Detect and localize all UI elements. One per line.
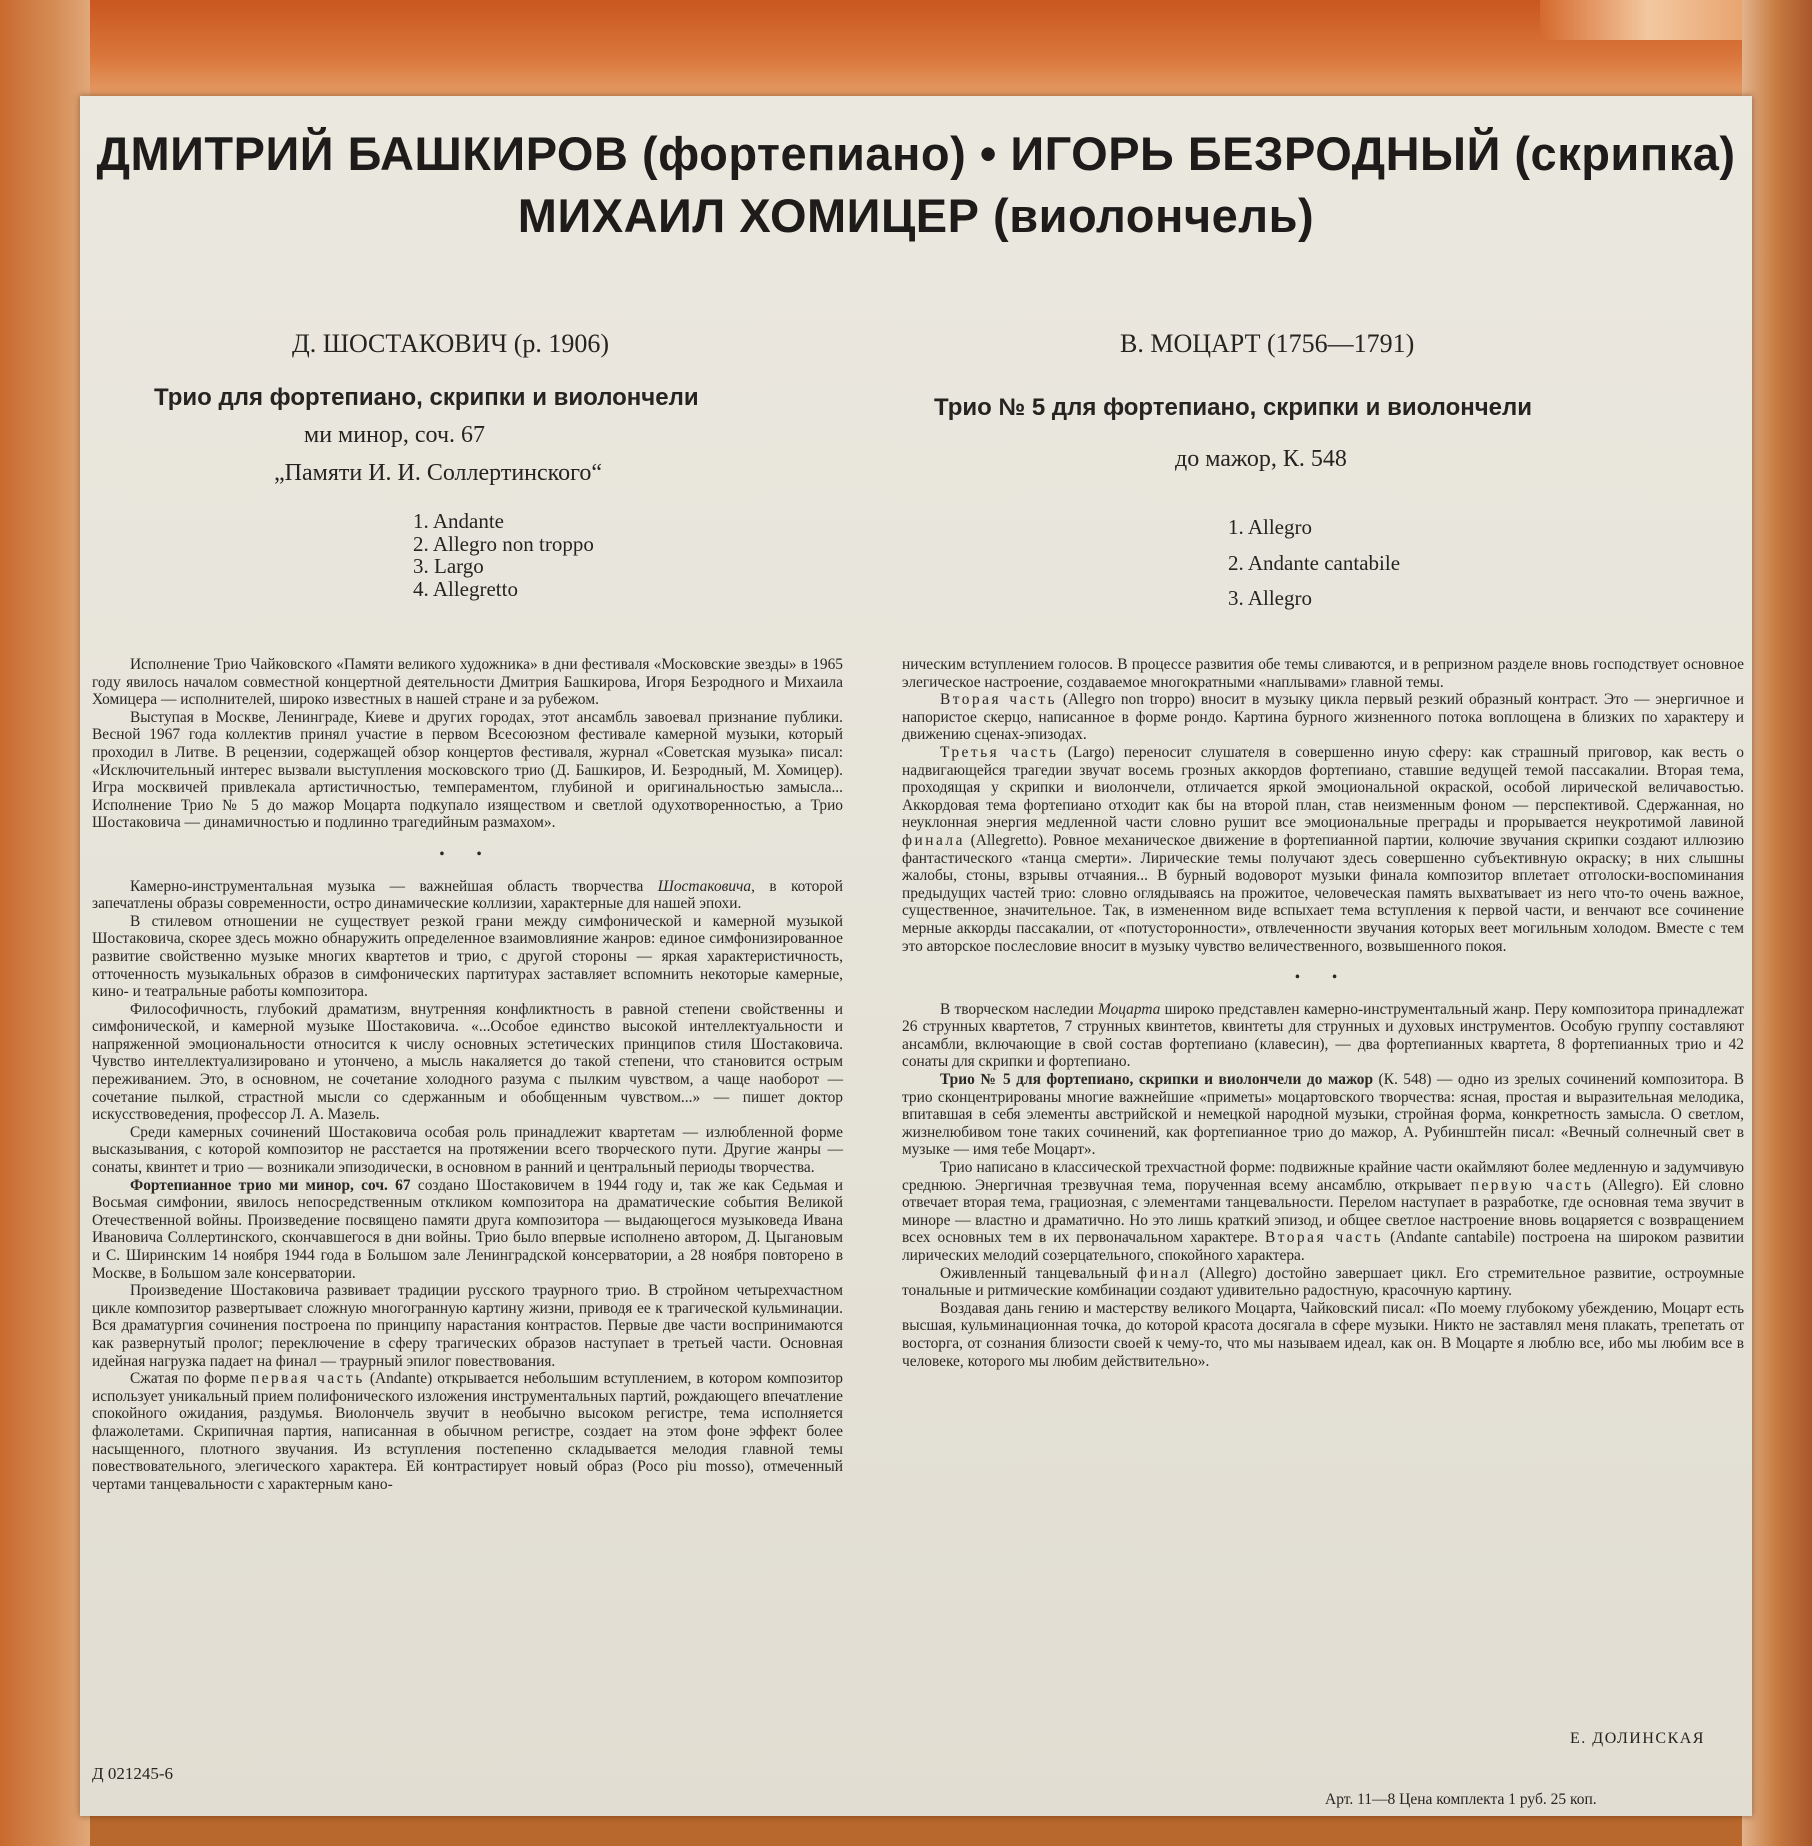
paragraph: Камерно-инструментальная музыка — важнейшая область творчества Шостаковича, в которой запечатлены образы современности, остро динамические коллизии, характерные для нашей эпохи. — [92, 877, 844, 913]
track-item: 2. Allegro non troppo — [413, 531, 594, 556]
paragraph: Выступая в Москве, Ленинграде, Киеве и других городах, этот ансамбль завоевал признание публики. Весной 1967 года коллектив принял участие в первом Всесоюзном фестивале камерной музыки, который проходил в Литве. В рецензии, содержащей обзор концертов фестиваля, журнал «Советская музыка» писал: «Исключительный интерес вызвали выступления московского трио (Д. Башкиров, И. Безродный, М. Хомицер). Игра москвичей привлекала артистичностью, темпераментом, глубиной и оригинальностью замысла... Исполнение Трио № 5 до мажор Моцарта подкупало изяществом и светлой одухотворенностью, а Трио Шостаковича — динамичностью и подлинно трагедийным размахом». — [92, 708, 843, 832]
right-composer: В. МОЦАРТ (1756—1791) — [1120, 329, 1415, 358]
sleeve-left-edge — [0, 0, 90, 1846]
paragraph: Трио № 5 для фортепиано, скрипки и виолончели до мажор (К. 548) — одно из зрелых сочинений композитора. В трио сконцентрированы многие важнейшие «приметы» моцартовского творчества: ясная, простая и выразительная мелодика, впитавшая в себя элементы австрийской и немецкой народной музыки, стройная форма, конкретность замысла. О светлом, жизнелюбивом тоне таких сочинений, как фортепианное трио до мажор, А. Рубинштейн писал: «Вечный солнечный свет в музыке — имя тебе Моцарт». — [902, 1071, 1744, 1159]
left-work-dedication: „Памяти И. И. Соллертинского“ — [274, 460, 603, 486]
track-item: 2. Andante cantabile — [1228, 550, 1401, 575]
paragraph: Произведение Шостаковича развивает традиции русского траурного трио. В стройном четырехчастном цикле композитор развертывает сложную многогранную картину жизни, приводя ее к трагической кульминации. Вся драматургия сочинения построена по принципу нарастания контрастов. Первые две части воспринимаются как развернутый пролог; переключение в сферу трагических образов наступает в третьей части. Основная идейная нагрузка падает на финал — траурный эпилог повествования. — [92, 1282, 843, 1370]
right-work-key: до мажор, К. 548 — [1175, 446, 1347, 472]
sleeve-right-edge — [1742, 0, 1812, 1846]
performers-line-2: МИХАИЛ ХОМИЦЕР (виолончель) — [517, 189, 1315, 242]
back-cover-sheet — [80, 96, 1752, 1816]
section-divider: • • — [439, 845, 496, 863]
left-track-list — [413, 510, 594, 601]
liner-notes-right-column — [902, 656, 1744, 1370]
sleeve-top-edge — [0, 0, 1812, 100]
track-item: 1. Andante — [413, 509, 504, 533]
paragraph: Философичность, глубокий драматизм, внутренняя конфликтность в равной степени свойственны и симфонической, и камерной музыке Шостаковича. «...Особое единство высокой интеллектуальности и напряженной эмоциональности относится к числу основных эстетических принципов стиля Шостаковича. Чувство интеллектуализировано и утончено, а мысль накаляется до такой степени, что становится острым переживанием. Это, в основном, не сочетание холодного разума с пылким чувством, а чаще наоборот — сочетание пылкой, страстной мысли со сдержанным и обобщенным чувством...» — пишет доктор искусствоведения, профессор Л. А. Мазель. — [92, 1000, 843, 1124]
right-work-title: Трио № 5 для фортепиано, скрипки и виолончели — [934, 394, 1533, 421]
left-work-key: ми минор, соч. 67 — [304, 422, 486, 448]
left-work-title: Трио для фортепиано, скрипки и виолончели — [154, 384, 699, 411]
paragraph: В стилевом отношении не существует резкой грани между симфонической и камерной музыкой Шостаковича, скорее здесь можно обнаружить определенное взаимовлияние жанров: единое симфонизированное развитие свойственно музыке многих квартетов и трио, с другой стороны — яркая характеристичность, отточенность музыкальных образов в симфонических партитурах заставляет вспомнить некоторые камерные, кино- и театральные работы композитора. — [92, 912, 843, 1001]
paragraph: Среди камерных сочинений Шостаковича особая роль принадлежит квартетам — излюбленной форме высказывания, с которой композитор не расстается на протяжении всего творческого пути. Другие жанры — сонаты, квинтет и трио — возникали эпизодически, в основном в ранний и центральный периоды творчества. — [92, 1123, 843, 1177]
paragraph: Фортепианное трио ми минор, соч. 67 создано Шостаковичем в 1944 году и, так же как Седьмая и Восьмая симфонии, явилось непосредственным откликом композитора на драматические события Великой Отечественной войны. Произведение посвящено памяти друга композитора — выдающегося музыковеда Ивана Ивановича Соллертинского, скончавшегося в дни войны. Трио было впервые исполнено автором, Д. Цыгановым и С. Ширинским 14 ноября 1944 года в Большом зале Ленинградской консерватории, а 28 ноября повторено в Москве, в Большом зале консерватории. — [92, 1176, 844, 1282]
right-track-list — [1228, 510, 1400, 617]
paragraph: Сжатая по форме первая часть (Andante) открывается небольшим вступлением, в котором композитор использует уникальный прием полифонического изложения инструментальных партий, рождающего впечатление спокойного ожидания, раздумья. Виолончель звучит в необычно высоком регистре, тема исполняется флажолетами. Скрипичная партия, написанная в обычном регистре, создает на этом фоне эффект более насыщенного, плотного звучания. Из вступления постепенно складывается мелодия главной темы повествовательного, элегического характера. Ей контрастирует новый образ (Poco piu mosso), отмеченный чертами танцевальности с характерным кано- — [92, 1370, 843, 1493]
track-item: 3. Allegro — [1228, 586, 1312, 610]
performers-line-1: ДМИТРИЙ БАШКИРОВ (фортепиано) • ИГОРЬ БЕЗРОДНЫЙ (скрипка) — [96, 127, 1736, 180]
paragraph: Третья часть (Largo) переносит слушателя в совершенно иную сферу: как страшный приговор, как весть о надвигающейся трагедии звучат восемь грозных аккордов фортепиано, ставшие ведущей темой пассакалии. Вторая тема, проходящая у скрипки и виолончели, отличается яркой эмоциональной окраской, особой лирической величавостью. Аккордовая тема фортепиано отходит как бы на второй план, став неизменным фоном — перспективой. Сдержанная, но неуклонная энергия медленной части словно рушит все эмоциональные преграды и прорывается неукротимой лавиной финала (Allegretto). Ровное механическое движение в фортепианной партии, колючие звучания скрипки создают иллюзию фантастического «танца смерти». Лирические темы получают здесь совершенно субъективную окраску; в них слышны жалобы, стоны, взрывы отчаяния... В бурный водоворот музыки финала композитор вплетает отголоски-воспоминания предыдущих частей трио: словно оглядываясь на прожитое, человеческая память выхватывает из него что-то очень важное, существенное, значительное. Так, в измененном виде вспыхает тема вступления к первой части, и венчают все сочинение мерные аккорды пассакалии, от «потусторонности», отвлеченности звучания которых веет могильным холодом. Вместе с тем это авторское послесловие вносит в музыку чувство величественного, возвышенного покоя. — [902, 743, 1744, 955]
catalog-number: Д 021245-6 — [92, 1764, 174, 1783]
paragraph: Оживленный танцевальный финал (Allegro) достойно завершает цикл. Его стремительное развитие, остроумные тональные и ритмические комбинации создают удивительно радостную, красочную картину. — [902, 1264, 1744, 1300]
paragraph: ническим вступлением голосов. В процессе развития обе темы сливаются, и в репризном разделе вновь господствует основное элегическое настроение, создаваемое многократными «наплывами» главной темы. — [902, 656, 1744, 691]
paragraph: В творческом наследии Моцарта широко представлен камерно-инструментальный жанр. Перу композитора принадлежат 26 струнных квартетов, 7 струнных квинтетов, квинтеты для струнных и духовых инструментов. Особую группу составляют ансамбли, включающие в свой состав фортепиано (клавесин), — два фортепианных квартета, 8 фортепианных трио и 42 сонаты для скрипки и фортепиано. — [902, 1000, 1744, 1071]
track-item: 4. Allegretto — [413, 577, 518, 602]
price-line: Арт. 11—8 Цена комплекта 1 руб. 25 коп. — [1325, 1791, 1597, 1808]
paragraph: Исполнение Трио Чайковского «Памяти великого художника» в дни фестиваля «Московские звезды» в 1965 году явилось началом совместной концертной деятельности Дмитрия Башкирова, Игоря Безродного и Михаила Хомицера — исполнителей, широко известных в нашей стране и за рубежом. — [92, 656, 843, 709]
paragraph: Воздавая дань гению и мастерству великого Моцарта, Чайковский писал: «По моему глубокому убеждению, Моцарт есть высшая, кульминационная точка, до которой красота досягала в сфере музыки. Никто не заставлял меня плакать, трепетать от восторга, от сознания близости своей к чему-то, что мы называем идеал, как он. В Моцарте я люблю все, ибо мы любим все в человеке, которого мы любим действительно». — [902, 1299, 1744, 1370]
section-divider: • • — [1294, 969, 1352, 987]
left-composer: Д. ШОСТАКОВИЧ (р. 1906) — [292, 329, 610, 358]
paragraph: Трио написано в классической трехчастной форме: подвижные крайние части окаймляют более медленную и задумчивую среднюю. Энергичная трезвучная тема, порученная всему ансамблю, открывает первую часть (Allegro). Ей словно отвечает вторая тема, грациозная, с элементами танцевальности. Перелом наступает в разработке, где основная тема звучит в миноре — властно и драматично. Но это лишь краткий эпизод, и общее светлое настроение вновь воцаряется с возвращением всех основных тем в их первоначальном характере. Вторая часть (Andante cantabile) построена на широком развитии лирических мелодий созерцательного, спокойного характера. — [902, 1159, 1744, 1264]
liner-notes-left-column — [92, 656, 843, 1493]
paragraph: Вторая часть (Allegro non troppo) вносит в музыку цикла первый резкий образный контраст. Это — энергичное и напористое скерцо, написанное в форме рондо. Картина бурного жизненного потока воплощена в близких по характеру и движению сценах-эпизодах. — [902, 691, 1744, 744]
track-item: 1. Allegro — [1228, 515, 1312, 539]
track-item: 3. Largo — [413, 554, 484, 579]
author-signature: Е. ДОЛИНСКАЯ — [1570, 1730, 1705, 1747]
